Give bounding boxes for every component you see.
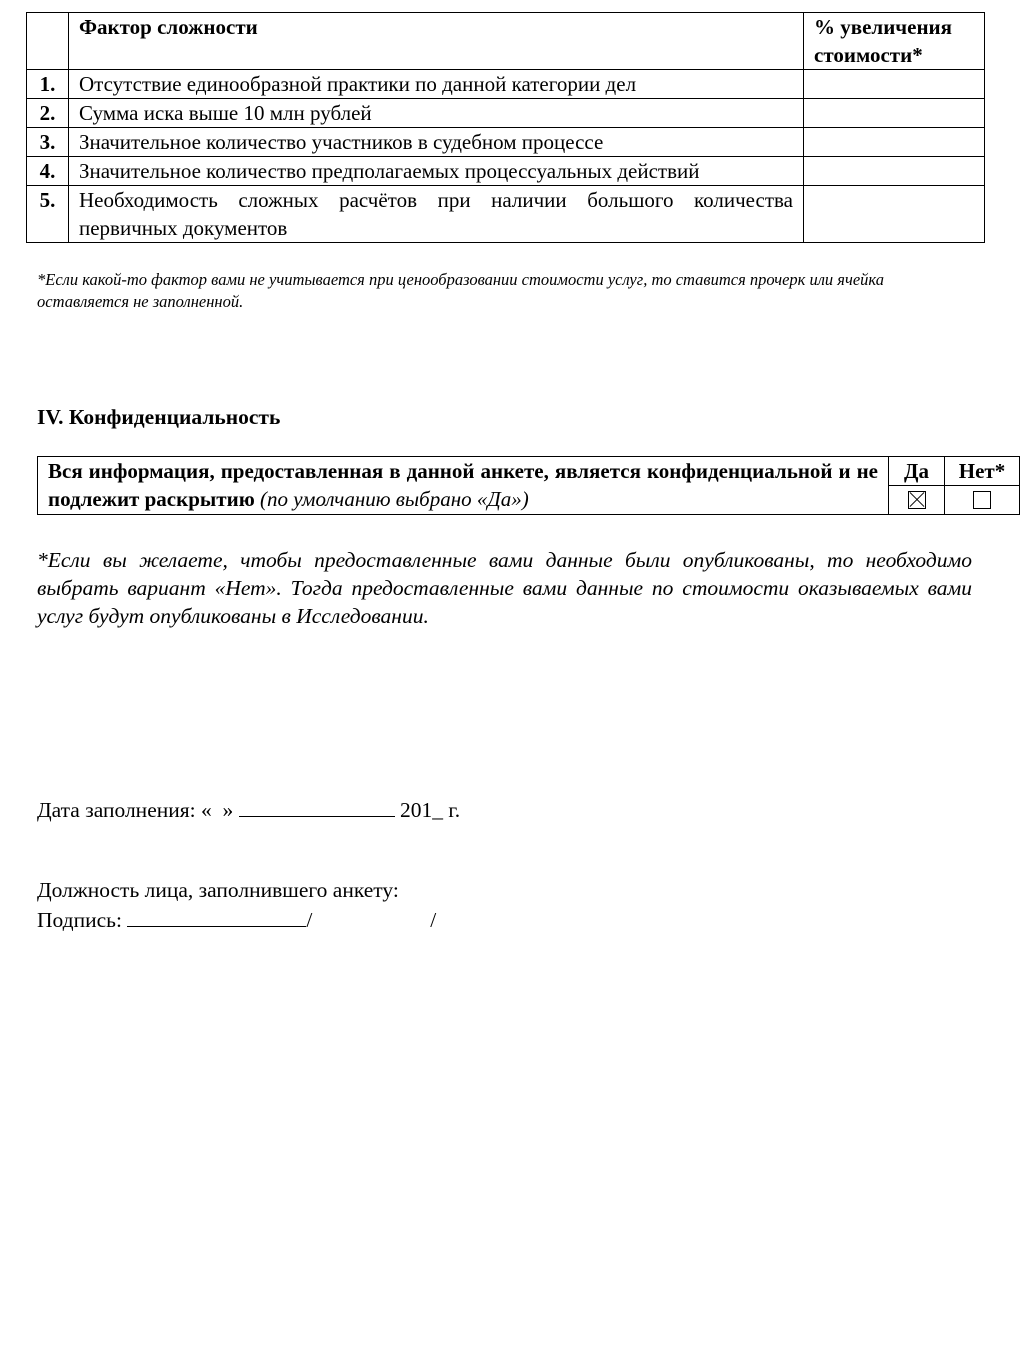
factor-text: Сумма иска выше 10 млн рублей (69, 99, 804, 128)
row-number: 3. (27, 128, 69, 157)
increase-cell[interactable] (804, 128, 985, 157)
row-number: 1. (27, 70, 69, 99)
factors-footnote: *Если какой-то фактор вами не учитывается при ценообразовании стоимости услуг, то ставится прочерк или ячейка оставляется не заполненной. (37, 270, 884, 311)
no-checkbox-cell (945, 486, 1020, 515)
factor-text: Необходимость сложных расчётов при наличии большого количества первичных документов (69, 186, 804, 243)
factor-text: Отсутствие единообразной практики по данной категории дел (69, 70, 804, 99)
position-line (37, 876, 399, 904)
yes-checkbox-cell (889, 486, 945, 515)
date-line (37, 794, 460, 824)
confidentiality-statement-cell (38, 457, 889, 515)
complexity-factors-table (26, 12, 985, 243)
signature-slash-2: / (430, 908, 437, 932)
confidentiality-default-note: (по умолчанию выбрано «Да») (260, 487, 529, 511)
table-row (27, 99, 985, 128)
date-label: Дата заполнения: (37, 798, 196, 822)
table-row (27, 157, 985, 186)
signature-line (37, 904, 436, 934)
confidentiality-header-row (38, 457, 1020, 486)
increase-cell[interactable] (804, 186, 985, 243)
signature-blank[interactable] (127, 904, 306, 927)
date-year[interactable]: 201_ г. (399, 798, 461, 822)
increase-cell[interactable] (804, 99, 985, 128)
date-month-blank[interactable] (239, 794, 395, 817)
header-increase-line2: стоимости* (814, 43, 923, 67)
table-header-row (27, 13, 985, 70)
header-increase (804, 13, 985, 70)
factor-text: Значительное количество предполагаемых процессуальных действий (69, 157, 804, 186)
no-label: Нет* (945, 457, 1020, 486)
row-number: 2. (27, 99, 69, 128)
increase-cell[interactable] (804, 157, 985, 186)
section-title: IV. Конфиденциальность (37, 405, 281, 429)
publication-footnote: *Если вы желаете, чтобы предоставленные вами данные были опубликованы, то необходимо выбрать вариант «Нет». Тогда предоставленные вами данные по стоимости оказываемых вами услуг будут опубликованы в Исследовании. (37, 548, 972, 628)
position-label: Должность лица, заполнившего анкету: (37, 878, 399, 902)
date-day-quotes[interactable]: « » (200, 798, 234, 822)
table-row (27, 128, 985, 157)
no-checkbox[interactable] (973, 491, 991, 509)
confidentiality-table (37, 456, 1020, 515)
yes-checkbox[interactable] (908, 491, 926, 509)
confidentiality-statement: Вся информация, предоставленная в данной анкете, является конфиденциальной и не подлежит раскрытию (48, 459, 878, 511)
header-num-cell (27, 13, 69, 70)
signature-slash-1: / (306, 908, 313, 932)
table-row (27, 70, 985, 99)
factor-text: Значительное количество участников в судебном процессе (69, 128, 804, 157)
yes-label: Да (889, 457, 945, 486)
signature-label: Подпись: (37, 908, 122, 932)
row-number: 4. (27, 157, 69, 186)
header-factor: Фактор сложности (69, 13, 804, 70)
header-increase-line1: % увеличения (814, 15, 953, 39)
table-row (27, 186, 985, 243)
increase-cell[interactable] (804, 70, 985, 99)
row-number: 5. (27, 186, 69, 243)
